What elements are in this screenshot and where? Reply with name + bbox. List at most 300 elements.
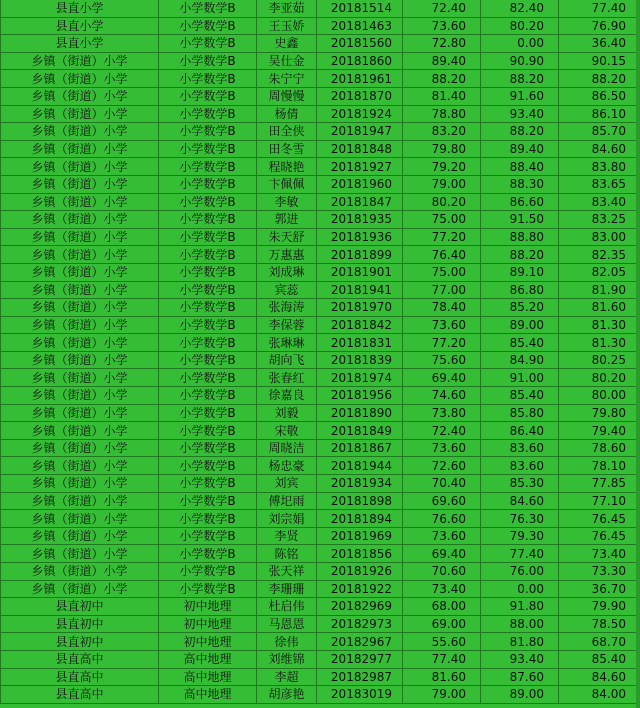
interview-score-cell[interactable]: 90.90 [481, 52, 559, 70]
name-cell[interactable]: 张海涛 [257, 299, 317, 317]
subject-cell[interactable]: 初中地理 [159, 633, 257, 651]
total-score-cell[interactable]: 79.40 [559, 422, 640, 440]
total-score-cell[interactable]: 78.10 [559, 457, 640, 475]
interview-score-cell[interactable]: 88.30 [481, 175, 559, 193]
total-score-cell[interactable]: 76.45 [559, 527, 640, 545]
name-cell[interactable]: 杜启伟 [257, 598, 317, 616]
exam-id-cell[interactable]: 20181870 [317, 87, 403, 105]
subject-cell[interactable]: 小学数学B [159, 299, 257, 317]
school-cell[interactable]: 县直小学 [1, 35, 159, 53]
subject-cell[interactable]: 小学数学B [159, 580, 257, 598]
interview-score-cell[interactable]: 76.30 [481, 510, 559, 528]
exam-id-cell[interactable]: 20182969 [317, 598, 403, 616]
school-cell[interactable]: 乡镇（街道）小学 [1, 563, 159, 581]
table-row [1, 123, 640, 141]
subject-cell[interactable]: 小学数学B [159, 52, 257, 70]
total-score-cell[interactable]: 84.60 [559, 140, 640, 158]
table-row [1, 87, 640, 105]
total-score-cell[interactable]: 73.40 [559, 545, 640, 563]
total-score-cell[interactable]: 82.05 [559, 263, 640, 281]
table-row [1, 668, 640, 686]
written-score-cell[interactable]: 79.00 [403, 175, 481, 193]
table-row [1, 615, 640, 633]
subject-cell[interactable]: 小学数学B [159, 510, 257, 528]
school-cell[interactable]: 乡镇（街道）小学 [1, 105, 159, 123]
school-cell[interactable]: 县直初中 [1, 615, 159, 633]
name-cell[interactable]: 马恩恩 [257, 615, 317, 633]
written-score-cell[interactable]: 69.00 [403, 615, 481, 633]
name-cell[interactable]: 李珊珊 [257, 580, 317, 598]
total-score-cell[interactable]: 86.10 [559, 105, 640, 123]
school-cell[interactable]: 乡镇（街道）小学 [1, 545, 159, 563]
total-score-cell[interactable]: 84.60 [559, 668, 640, 686]
name-cell[interactable]: 刘宗娟 [257, 510, 317, 528]
interview-score-cell[interactable]: 81.80 [481, 633, 559, 651]
total-score-cell[interactable]: 83.25 [559, 211, 640, 229]
interview-score-cell[interactable]: 0.00 [481, 580, 559, 598]
exam-id-cell[interactable]: 20181960 [317, 175, 403, 193]
school-cell[interactable]: 县直高中 [1, 668, 159, 686]
subject-cell[interactable]: 小学数学B [159, 545, 257, 563]
interview-score-cell[interactable]: 88.20 [481, 246, 559, 264]
name-cell[interactable]: 李贤 [257, 527, 317, 545]
interview-score-cell[interactable]: 84.90 [481, 351, 559, 369]
subject-cell[interactable]: 小学数学B [159, 158, 257, 176]
subject-cell[interactable]: 小学数学B [159, 123, 257, 141]
school-cell[interactable]: 乡镇（街道）小学 [1, 316, 159, 334]
total-score-cell[interactable]: 86.50 [559, 87, 640, 105]
name-cell[interactable]: 朱天舒 [257, 228, 317, 246]
exam-id-cell[interactable]: 20181926 [317, 563, 403, 581]
written-score-cell[interactable]: 69.60 [403, 492, 481, 510]
name-cell[interactable]: 吴仕金 [257, 52, 317, 70]
total-score-cell[interactable]: 81.90 [559, 281, 640, 299]
school-cell[interactable]: 县直初中 [1, 633, 159, 651]
total-score-cell[interactable]: 80.20 [559, 369, 640, 387]
subject-cell[interactable]: 小学数学B [159, 404, 257, 422]
school-cell[interactable]: 乡镇（街道）小学 [1, 158, 159, 176]
written-score-cell[interactable]: 73.60 [403, 316, 481, 334]
interview-score-cell[interactable]: 77.40 [481, 545, 559, 563]
exam-id-cell[interactable]: 20181894 [317, 510, 403, 528]
interview-score-cell[interactable]: 85.20 [481, 299, 559, 317]
name-cell[interactable]: 郭进 [257, 211, 317, 229]
written-score-cell[interactable]: 78.40 [403, 299, 481, 317]
table-row [1, 369, 640, 387]
table-row [1, 422, 640, 440]
total-score-cell[interactable]: 79.80 [559, 404, 640, 422]
name-cell[interactable]: 胡彦艳 [257, 686, 317, 704]
school-cell[interactable]: 乡镇（街道）小学 [1, 263, 159, 281]
written-score-cell[interactable]: 69.40 [403, 369, 481, 387]
subject-cell[interactable]: 小学数学B [159, 457, 257, 475]
written-score-cell[interactable]: 75.60 [403, 351, 481, 369]
total-score-cell[interactable]: 83.80 [559, 158, 640, 176]
total-score-cell[interactable]: 81.30 [559, 334, 640, 352]
exam-id-cell[interactable]: 20181935 [317, 211, 403, 229]
name-cell[interactable]: 田冬雪 [257, 140, 317, 158]
written-score-cell[interactable]: 74.60 [403, 387, 481, 405]
total-score-cell[interactable]: 85.40 [559, 650, 640, 668]
written-score-cell[interactable]: 68.00 [403, 598, 481, 616]
name-cell[interactable]: 宋敬 [257, 422, 317, 440]
exam-id-cell[interactable]: 20182987 [317, 668, 403, 686]
interview-score-cell[interactable]: 82.40 [481, 0, 559, 17]
exam-id-cell[interactable]: 20183019 [317, 686, 403, 704]
table-row [1, 0, 640, 17]
exam-id-cell[interactable]: 20181941 [317, 281, 403, 299]
total-score-cell[interactable]: 68.70 [559, 633, 640, 651]
name-cell[interactable]: 张琳琳 [257, 334, 317, 352]
total-score-cell[interactable]: 77.10 [559, 492, 640, 510]
total-score-cell[interactable]: 78.60 [559, 439, 640, 457]
total-score-cell[interactable]: 77.40 [559, 0, 640, 17]
interview-score-cell[interactable]: 87.60 [481, 668, 559, 686]
subject-cell[interactable]: 小学数学B [159, 387, 257, 405]
school-cell[interactable]: 乡镇（街道）小学 [1, 510, 159, 528]
exam-id-cell[interactable]: 20181839 [317, 351, 403, 369]
name-cell[interactable]: 周慢慢 [257, 87, 317, 105]
table-row [1, 650, 640, 668]
school-cell[interactable]: 乡镇（街道）小学 [1, 281, 159, 299]
subject-cell[interactable]: 小学数学B [159, 281, 257, 299]
subject-cell[interactable]: 高中地理 [159, 686, 257, 704]
written-score-cell[interactable]: 88.20 [403, 70, 481, 88]
written-score-cell[interactable]: 79.20 [403, 158, 481, 176]
written-score-cell[interactable]: 77.00 [403, 281, 481, 299]
written-score-cell[interactable]: 76.40 [403, 246, 481, 264]
total-score-cell[interactable]: 83.40 [559, 193, 640, 211]
exam-id-cell[interactable]: 20181970 [317, 299, 403, 317]
subject-cell[interactable]: 初中地理 [159, 615, 257, 633]
subject-cell[interactable]: 小学数学B [159, 211, 257, 229]
name-cell[interactable]: 刘维锦 [257, 650, 317, 668]
written-score-cell[interactable]: 70.40 [403, 475, 481, 493]
subject-cell[interactable]: 小学数学B [159, 105, 257, 123]
written-score-cell[interactable]: 72.40 [403, 0, 481, 17]
total-score-cell[interactable]: 79.90 [559, 598, 640, 616]
exam-id-cell[interactable]: 20181514 [317, 0, 403, 17]
table-row [1, 686, 640, 704]
interview-score-cell[interactable]: 80.20 [481, 17, 559, 35]
written-score-cell[interactable]: 73.40 [403, 580, 481, 598]
subject-cell[interactable]: 小学数学B [159, 140, 257, 158]
written-score-cell[interactable]: 79.00 [403, 686, 481, 704]
school-cell[interactable]: 乡镇（街道）小学 [1, 175, 159, 193]
name-cell[interactable]: 胡向飞 [257, 351, 317, 369]
written-score-cell[interactable]: 70.60 [403, 563, 481, 581]
total-score-cell[interactable]: 83.00 [559, 228, 640, 246]
subject-cell[interactable]: 小学数学B [159, 369, 257, 387]
school-cell[interactable]: 乡镇（街道）小学 [1, 492, 159, 510]
total-score-cell[interactable]: 84.00 [559, 686, 640, 704]
subject-cell[interactable]: 小学数学B [159, 87, 257, 105]
subject-cell[interactable]: 小学数学B [159, 0, 257, 17]
exam-id-cell[interactable]: 20181849 [317, 422, 403, 440]
interview-score-cell[interactable]: 88.00 [481, 615, 559, 633]
interview-score-cell[interactable]: 85.80 [481, 404, 559, 422]
exam-id-cell[interactable]: 20181842 [317, 316, 403, 334]
subject-cell[interactable]: 小学数学B [159, 422, 257, 440]
total-score-cell[interactable]: 90.15 [559, 52, 640, 70]
exam-id-cell[interactable]: 20182973 [317, 615, 403, 633]
interview-score-cell[interactable]: 84.60 [481, 492, 559, 510]
interview-score-cell[interactable]: 89.10 [481, 263, 559, 281]
name-cell[interactable]: 李保蓉 [257, 316, 317, 334]
written-score-cell[interactable]: 72.80 [403, 35, 481, 53]
total-score-cell[interactable]: 80.00 [559, 387, 640, 405]
interview-score-cell[interactable]: 83.60 [481, 457, 559, 475]
name-cell[interactable]: 朱宁宁 [257, 70, 317, 88]
interview-score-cell[interactable]: 0.00 [481, 35, 559, 53]
written-score-cell[interactable]: 76.60 [403, 510, 481, 528]
school-cell[interactable]: 乡镇（街道）小学 [1, 70, 159, 88]
subject-cell[interactable]: 小学数学B [159, 316, 257, 334]
school-cell[interactable]: 乡镇（街道）小学 [1, 87, 159, 105]
name-cell[interactable]: 张春红 [257, 369, 317, 387]
name-cell[interactable]: 田全侠 [257, 123, 317, 141]
subject-cell[interactable]: 小学数学B [159, 175, 257, 193]
written-score-cell[interactable]: 75.00 [403, 211, 481, 229]
school-cell[interactable]: 乡镇（街道）小学 [1, 211, 159, 229]
exam-id-cell[interactable]: 20181860 [317, 52, 403, 70]
school-cell[interactable]: 乡镇（街道）小学 [1, 351, 159, 369]
school-cell[interactable]: 乡镇（街道）小学 [1, 228, 159, 246]
name-cell[interactable]: 李敏 [257, 193, 317, 211]
school-cell[interactable]: 县直高中 [1, 686, 159, 704]
total-score-cell[interactable]: 78.50 [559, 615, 640, 633]
exam-id-cell[interactable]: 20181924 [317, 105, 403, 123]
table-row [1, 351, 640, 369]
interview-score-cell[interactable]: 93.40 [481, 105, 559, 123]
interview-score-cell[interactable]: 89.00 [481, 316, 559, 334]
exam-id-cell[interactable]: 20181867 [317, 439, 403, 457]
interview-score-cell[interactable]: 76.00 [481, 563, 559, 581]
school-cell[interactable]: 县直小学 [1, 0, 159, 17]
interview-score-cell[interactable]: 88.40 [481, 158, 559, 176]
subject-cell[interactable]: 小学数学B [159, 193, 257, 211]
total-score-cell[interactable]: 85.70 [559, 123, 640, 141]
name-cell[interactable]: 李亚茹 [257, 0, 317, 17]
interview-score-cell[interactable]: 88.20 [481, 70, 559, 88]
total-score-cell[interactable]: 81.30 [559, 316, 640, 334]
table-row [1, 105, 640, 123]
interview-score-cell[interactable]: 91.00 [481, 369, 559, 387]
name-cell[interactable]: 刘宾 [257, 475, 317, 493]
total-score-cell[interactable]: 83.65 [559, 175, 640, 193]
exam-id-cell[interactable]: 20181947 [317, 123, 403, 141]
exam-id-cell[interactable]: 20181899 [317, 246, 403, 264]
school-cell[interactable]: 乡镇（街道）小学 [1, 439, 159, 457]
table-row [1, 246, 640, 264]
total-score-cell[interactable]: 76.90 [559, 17, 640, 35]
exam-id-cell[interactable]: 20181901 [317, 263, 403, 281]
subject-cell[interactable]: 小学数学B [159, 492, 257, 510]
subject-cell[interactable]: 小学数学B [159, 351, 257, 369]
subject-cell[interactable]: 小学数学B [159, 246, 257, 264]
exam-id-cell[interactable]: 20181890 [317, 404, 403, 422]
exam-id-cell[interactable]: 20181944 [317, 457, 403, 475]
exam-id-cell[interactable]: 20181961 [317, 70, 403, 88]
name-cell[interactable]: 史鑫 [257, 35, 317, 53]
interview-score-cell[interactable]: 86.60 [481, 193, 559, 211]
subject-cell[interactable]: 高中地理 [159, 650, 257, 668]
written-score-cell[interactable]: 73.80 [403, 404, 481, 422]
exam-id-cell[interactable]: 20181898 [317, 492, 403, 510]
school-cell[interactable]: 乡镇（街道）小学 [1, 123, 159, 141]
table-row [1, 404, 640, 422]
name-cell[interactable]: 程晓艳 [257, 158, 317, 176]
sheet-edge [636, 0, 640, 708]
written-score-cell[interactable]: 81.40 [403, 87, 481, 105]
interview-score-cell[interactable]: 91.60 [481, 87, 559, 105]
subject-cell[interactable]: 小学数学B [159, 70, 257, 88]
name-cell[interactable]: 万惠惠 [257, 246, 317, 264]
school-cell[interactable]: 县直高中 [1, 650, 159, 668]
written-score-cell[interactable]: 73.60 [403, 17, 481, 35]
subject-cell[interactable]: 小学数学B [159, 563, 257, 581]
school-cell[interactable]: 县直初中 [1, 598, 159, 616]
interview-score-cell[interactable]: 85.40 [481, 334, 559, 352]
interview-score-cell[interactable]: 83.60 [481, 439, 559, 457]
table-row [1, 52, 640, 70]
name-cell[interactable]: 刘毅 [257, 404, 317, 422]
total-score-cell[interactable]: 82.35 [559, 246, 640, 264]
name-cell[interactable]: 傅圯雨 [257, 492, 317, 510]
interview-score-cell[interactable]: 88.20 [481, 123, 559, 141]
exam-id-cell[interactable]: 20181560 [317, 35, 403, 53]
total-score-cell[interactable]: 36.70 [559, 580, 640, 598]
name-cell[interactable]: 周晓洁 [257, 439, 317, 457]
school-cell[interactable]: 乡镇（街道）小学 [1, 475, 159, 493]
name-cell[interactable]: 杨忠豪 [257, 457, 317, 475]
written-score-cell[interactable]: 78.80 [403, 105, 481, 123]
exam-id-cell[interactable]: 20181922 [317, 580, 403, 598]
exam-id-cell[interactable]: 20181936 [317, 228, 403, 246]
written-score-cell[interactable]: 72.40 [403, 422, 481, 440]
total-score-cell[interactable]: 73.30 [559, 563, 640, 581]
subject-cell[interactable]: 小学数学B [159, 263, 257, 281]
exam-id-cell[interactable]: 20181934 [317, 475, 403, 493]
school-cell[interactable]: 乡镇（街道）小学 [1, 387, 159, 405]
interview-score-cell[interactable]: 86.40 [481, 422, 559, 440]
school-cell[interactable]: 乡镇（街道）小学 [1, 246, 159, 264]
exam-id-cell[interactable]: 20181974 [317, 369, 403, 387]
subject-cell[interactable]: 小学数学B [159, 334, 257, 352]
subject-cell[interactable]: 高中地理 [159, 668, 257, 686]
written-score-cell[interactable]: 89.40 [403, 52, 481, 70]
exam-id-cell[interactable]: 20182967 [317, 633, 403, 651]
school-cell[interactable]: 乡镇（街道）小学 [1, 404, 159, 422]
interview-score-cell[interactable]: 79.30 [481, 527, 559, 545]
school-cell[interactable]: 乡镇（街道）小学 [1, 334, 159, 352]
subject-cell[interactable]: 小学数学B [159, 527, 257, 545]
total-score-cell[interactable]: 81.60 [559, 299, 640, 317]
exam-id-cell[interactable]: 20181856 [317, 545, 403, 563]
school-cell[interactable]: 乡镇（街道）小学 [1, 140, 159, 158]
total-score-cell[interactable]: 77.85 [559, 475, 640, 493]
subject-cell[interactable]: 小学数学B [159, 475, 257, 493]
total-score-cell[interactable]: 80.25 [559, 351, 640, 369]
written-score-cell[interactable]: 80.20 [403, 193, 481, 211]
table-row [1, 263, 640, 281]
subject-cell[interactable]: 小学数学B [159, 35, 257, 53]
school-cell[interactable]: 乡镇（街道）小学 [1, 422, 159, 440]
name-cell[interactable]: 王玉娇 [257, 17, 317, 35]
exam-id-cell[interactable]: 20181848 [317, 140, 403, 158]
exam-id-cell[interactable]: 20181927 [317, 158, 403, 176]
school-cell[interactable]: 乡镇（街道）小学 [1, 193, 159, 211]
subject-cell[interactable]: 小学数学B [159, 17, 257, 35]
name-cell[interactable]: 李超 [257, 668, 317, 686]
written-score-cell[interactable]: 72.60 [403, 457, 481, 475]
subject-cell[interactable]: 初中地理 [159, 598, 257, 616]
school-cell[interactable]: 乡镇（街道）小学 [1, 580, 159, 598]
table-row [1, 580, 640, 598]
interview-score-cell[interactable]: 88.80 [481, 228, 559, 246]
name-cell[interactable]: 卞佩佩 [257, 175, 317, 193]
name-cell[interactable]: 陈铭 [257, 545, 317, 563]
written-score-cell[interactable]: 77.20 [403, 228, 481, 246]
written-score-cell[interactable]: 73.60 [403, 439, 481, 457]
interview-score-cell[interactable]: 91.50 [481, 211, 559, 229]
written-score-cell[interactable]: 75.00 [403, 263, 481, 281]
table-row [1, 633, 640, 651]
school-cell[interactable]: 乡镇（街道）小学 [1, 457, 159, 475]
school-cell[interactable]: 乡镇（街道）小学 [1, 527, 159, 545]
total-score-cell[interactable]: 36.40 [559, 35, 640, 53]
exam-id-cell[interactable]: 20181463 [317, 17, 403, 35]
name-cell[interactable]: 刘成琳 [257, 263, 317, 281]
name-cell[interactable]: 宾蕊 [257, 281, 317, 299]
written-score-cell[interactable]: 55.60 [403, 633, 481, 651]
table-row [1, 211, 640, 229]
written-score-cell[interactable]: 77.40 [403, 650, 481, 668]
written-score-cell[interactable]: 73.60 [403, 527, 481, 545]
exam-id-cell[interactable]: 20181956 [317, 387, 403, 405]
subject-cell[interactable]: 小学数学B [159, 228, 257, 246]
interview-score-cell[interactable]: 91.80 [481, 598, 559, 616]
school-cell[interactable]: 乡镇（街道）小学 [1, 52, 159, 70]
interview-score-cell[interactable]: 89.00 [481, 686, 559, 704]
written-score-cell[interactable]: 83.20 [403, 123, 481, 141]
school-cell[interactable]: 县直小学 [1, 17, 159, 35]
written-score-cell[interactable]: 77.20 [403, 334, 481, 352]
interview-score-cell[interactable]: 85.40 [481, 387, 559, 405]
exam-id-cell[interactable]: 20181969 [317, 527, 403, 545]
interview-score-cell[interactable]: 86.80 [481, 281, 559, 299]
name-cell[interactable]: 徐伟 [257, 633, 317, 651]
written-score-cell[interactable]: 81.60 [403, 668, 481, 686]
table-row [1, 175, 640, 193]
total-score-cell[interactable]: 76.45 [559, 510, 640, 528]
written-score-cell[interactable]: 69.40 [403, 545, 481, 563]
name-cell[interactable]: 张天祥 [257, 563, 317, 581]
name-cell[interactable]: 徐嘉良 [257, 387, 317, 405]
school-cell[interactable]: 乡镇（街道）小学 [1, 299, 159, 317]
interview-score-cell[interactable]: 85.30 [481, 475, 559, 493]
interview-score-cell[interactable]: 89.40 [481, 140, 559, 158]
exam-id-cell[interactable]: 20181831 [317, 334, 403, 352]
school-cell[interactable]: 乡镇（街道）小学 [1, 369, 159, 387]
exam-id-cell[interactable]: 20182977 [317, 650, 403, 668]
interview-score-cell[interactable]: 93.40 [481, 650, 559, 668]
name-cell[interactable]: 杨倩 [257, 105, 317, 123]
exam-id-cell[interactable]: 20181847 [317, 193, 403, 211]
written-score-cell[interactable]: 79.80 [403, 140, 481, 158]
subject-cell[interactable]: 小学数学B [159, 439, 257, 457]
total-score-cell[interactable]: 88.20 [559, 70, 640, 88]
